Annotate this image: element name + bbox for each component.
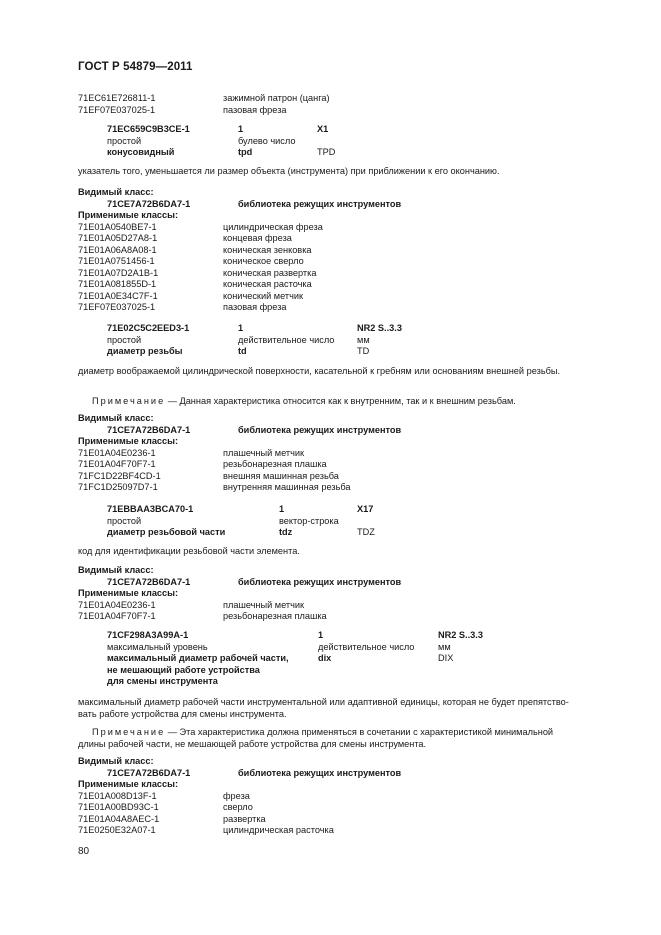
class-name: резьбонарезная плашка: [223, 611, 327, 621]
class-name: плашечный метчик: [223, 599, 305, 610]
class-name: концевая фреза: [223, 233, 292, 243]
list-item: [78, 279, 584, 291]
note-paragraph: [78, 396, 584, 408]
class-name: зажимной патрон (цанга): [223, 93, 330, 103]
attr-code: NR2 S..3.3: [438, 630, 483, 640]
list-item: [78, 448, 584, 460]
class-code: 71EC61E726811-1: [78, 93, 156, 103]
list-item: [78, 471, 584, 483]
attr-symbol: TDZ: [357, 527, 375, 537]
class-name: внешняя машинная резьба: [223, 470, 339, 481]
attr-unit: мм: [438, 641, 451, 652]
attr-abbr: td: [238, 346, 247, 356]
list-item: [78, 825, 584, 837]
class-name: фреза: [223, 790, 250, 801]
class-name: цилиндрическая расточка: [223, 825, 334, 835]
note-label: Примечание: [92, 396, 166, 406]
attribute-4: [78, 630, 584, 688]
class-name: пазовая фреза: [223, 104, 287, 115]
class-code: 71E01A0E34C7F-1: [78, 290, 158, 301]
visible-class-name: библиотека режущих инструментов: [238, 198, 402, 209]
attr-count: 1: [238, 124, 244, 134]
class-code: 71E01A0751456-1: [78, 256, 155, 266]
attr-abbr: tpd: [238, 147, 253, 157]
class-code: 71E01A00BD93C-1: [78, 802, 159, 812]
visible-class-id: 71CE7A72B6DA7-1: [107, 767, 191, 778]
class-name: резьбонарезная плашка: [223, 459, 327, 469]
list-item: [78, 222, 584, 234]
attr-code: X17: [357, 504, 374, 514]
class-code: 71E01A04F70F7-1: [78, 459, 156, 469]
attr-symbol: TD: [357, 346, 370, 356]
page-number: 80: [78, 846, 90, 857]
attr-type: действительное число: [238, 334, 335, 345]
attr-description: указатель того, уменьшается ли размер объекта (инструмента) при приближении к его окончанию.: [78, 166, 500, 176]
list-item: [78, 600, 584, 612]
attr-count: 1: [279, 504, 285, 514]
attr-description: диаметр воображаемой цилиндрической поверхности, касательной к гребням или основаниям внешней резьбы.: [78, 366, 561, 376]
applicable-classes-label: Применимые классы:: [78, 436, 179, 446]
class-list-1: [78, 93, 584, 116]
list-item: [78, 791, 584, 803]
class-name: внутренняя машинная резьба: [223, 482, 351, 492]
desc-line: вать работе устройства для смены инструмента.: [78, 708, 287, 719]
list-item: [78, 93, 584, 105]
list-item: [78, 233, 584, 245]
note-line: длины рабочей части, не мешающей работе устройства для смены инструмента.: [78, 738, 427, 749]
attr-unit: мм: [357, 334, 370, 345]
attr-code: X1: [317, 124, 329, 134]
attr-count: 1: [318, 630, 324, 640]
class-code: 71FC1D22BF4CD-1: [78, 470, 161, 481]
class-name: коническое сверло: [223, 256, 304, 266]
applicable-classes-label: Применимые классы:: [78, 779, 179, 789]
class-name: цилиндрическая фреза: [223, 221, 323, 232]
class-code: 71EF07E037025-1: [78, 104, 156, 115]
class-name: пазовая фреза: [223, 302, 287, 312]
list-item: [78, 482, 584, 494]
class-name: развертка: [223, 813, 266, 824]
attr-description: [78, 697, 584, 720]
note-line: [78, 727, 584, 739]
list-item: [78, 611, 584, 623]
attr-type: булево число: [238, 135, 296, 146]
attr-abbr: dix: [318, 653, 332, 663]
class-code: 71E01A07D2A1B-1: [78, 267, 159, 278]
attr-kind: простой: [107, 135, 142, 146]
class-code: 71E01A05D27A8-1: [78, 233, 158, 243]
class-code: 71FC1D25097D7-1: [78, 482, 158, 492]
attribute-1: [78, 124, 584, 159]
class-name: сверло: [223, 802, 253, 812]
attr-id: 71E02C5C2EED3-1: [107, 323, 190, 333]
class-code: 71EF07E037025-1: [78, 302, 156, 312]
class-code: 71E01A04A8AEC-1: [78, 813, 160, 824]
attr-abbr: tdz: [279, 527, 293, 537]
class-code: 71E01A06A8A08-1: [78, 244, 157, 255]
page-header: ГОСТ Р 54879—2011: [78, 61, 193, 73]
attr-code: NR2 S..3.3: [357, 323, 402, 333]
list-item: [78, 256, 584, 268]
list-item: [78, 302, 584, 314]
visible-class-name: библиотека режущих инструментов: [238, 576, 402, 587]
class-code: 71E01A04F70F7-1: [78, 611, 156, 621]
visible-class-label: Видимый класс:: [78, 756, 154, 766]
attr-symbol: TPD: [317, 147, 336, 157]
note-paragraph: [78, 727, 584, 750]
class-name: коническая расточка: [223, 279, 312, 289]
attr-type: действительное число: [318, 641, 415, 652]
attr-kind: максимальный уровень: [107, 641, 208, 652]
visible-class-id: 71CE7A72B6DA7-1: [107, 198, 191, 209]
list-item: [78, 814, 584, 826]
class-code: 71E01A008D13F-1: [78, 790, 157, 801]
attr-type: вектор-строка: [279, 515, 339, 526]
visible-class-id: 71CE7A72B6DA7-1: [107, 424, 191, 435]
class-code: 71E01A04E0236-1: [78, 447, 156, 458]
attr-id: 71EBBAA3BCA70-1: [107, 504, 194, 514]
attr-kind: простой: [107, 515, 142, 526]
attr-kind: простой: [107, 334, 142, 345]
visible-class-3: [78, 565, 584, 623]
list-item: [78, 459, 584, 471]
visible-class-name: библиотека режущих инструментов: [238, 424, 402, 435]
visible-class-1: [78, 187, 584, 314]
visible-class-4: [78, 756, 584, 837]
attr-id: 71EC659C9B3CE-1: [107, 124, 190, 134]
visible-class-2: [78, 413, 584, 494]
class-name: коническая зенковка: [223, 244, 312, 255]
class-code: 71E0250E32A07-1: [78, 825, 156, 835]
class-name: плашечный метчик: [223, 447, 305, 458]
list-item: [78, 245, 584, 257]
attr-name: конусовидный: [107, 147, 175, 157]
attr-name: диаметр резьбы: [107, 346, 183, 356]
visible-class-id: 71CE7A72B6DA7-1: [107, 576, 191, 587]
desc-line: максимальный диаметр рабочей части инструментальной или адаптивной единицы, которая не будет препятство-: [78, 697, 569, 707]
visible-class-label: Видимый класс:: [78, 413, 154, 423]
attr-name: диаметр резьбовой части: [107, 527, 226, 537]
attribute-2: [78, 323, 584, 358]
applicable-classes-label: Применимые классы:: [78, 210, 179, 220]
list-item: [78, 268, 584, 280]
attr-symbol: DIX: [438, 653, 454, 663]
class-name: коническая развертка: [223, 267, 317, 278]
list-item: [78, 802, 584, 814]
attr-id: 71CF298A3A99A-1: [107, 630, 189, 640]
attr-name: максимальный диаметр рабочей части,: [107, 653, 289, 663]
visible-class-name: библиотека режущих инструментов: [238, 767, 402, 778]
attr-count: 1: [238, 323, 244, 333]
attr-name-cont: для смены инструмента: [107, 676, 218, 686]
note-label: Примечание: [92, 727, 166, 737]
note-text: — Эта характеристика должна применяться в сочетании с характеристикой минимальной: [165, 727, 554, 737]
class-name: конический метчик: [223, 290, 304, 301]
attribute-3: [78, 504, 584, 539]
applicable-classes-label: Применимые классы:: [78, 588, 179, 598]
note-text: — Данная характеристика относится как к внутренним, так и к внешним резьбам.: [165, 396, 516, 406]
visible-class-label: Видимый класс:: [78, 187, 154, 197]
class-code: 71E01A04E0236-1: [78, 599, 156, 610]
class-code: 71E01A0540BE7-1: [78, 221, 157, 232]
visible-class-label: Видимый класс:: [78, 565, 154, 575]
list-item: [78, 105, 584, 117]
attr-name-cont: не мешающий работе устройства: [107, 664, 260, 675]
class-code: 71E01A081855D-1: [78, 279, 157, 289]
list-item: [78, 291, 584, 303]
attr-description: код для идентификации резьбовой части элемента.: [78, 546, 300, 556]
